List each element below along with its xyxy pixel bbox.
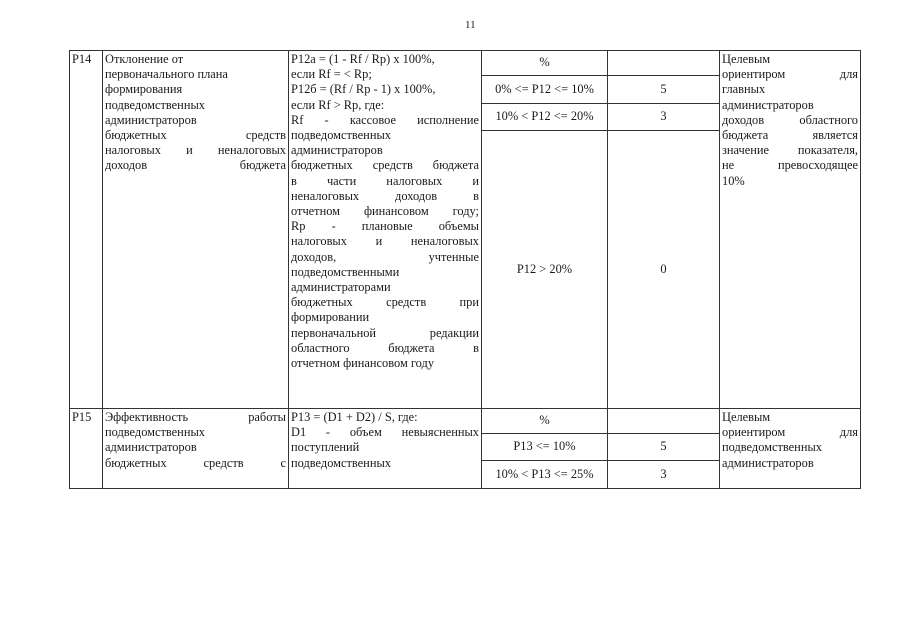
score-cell: 0	[608, 131, 720, 409]
condition-cell: P13 <= 10%	[482, 434, 608, 461]
unit-cell: %	[482, 409, 608, 434]
text-line: администраторов	[722, 455, 814, 470]
indicator-code: P15	[70, 409, 103, 489]
text-line: неналоговых доходов в	[291, 188, 479, 203]
table-row	[70, 409, 861, 434]
page-number: 11	[465, 19, 476, 31]
indicator-formula	[289, 409, 482, 489]
indicators-table	[69, 50, 861, 489]
condition-cell: 10% < P12 <= 20%	[482, 104, 608, 131]
text-line: первоначальной редакции	[291, 325, 479, 340]
text-line: если Rf > Rp, где:	[291, 97, 385, 112]
text-line: P12б = (Rf / Rp - 1) х 100%,	[291, 82, 436, 97]
text-line: Целевым	[722, 52, 771, 66]
text-line: бюджетных средств с	[105, 455, 286, 470]
text-line: если Rf = < Rp;	[291, 67, 372, 82]
score-cell: 5	[608, 76, 720, 104]
text-line: отчетном финансовом году;	[291, 204, 479, 219]
text-line: ориентиром для	[722, 67, 858, 82]
indicator-name	[103, 409, 289, 489]
score-cell: 5	[608, 434, 720, 461]
text-line: ориентиром для	[722, 425, 858, 440]
score-cell: 3	[608, 461, 720, 489]
text-line: Rp - плановые объемы	[291, 219, 479, 234]
text-line: администраторов	[105, 440, 197, 455]
text-line: бюджетных средств при	[291, 295, 479, 310]
text-line: областного бюджета в	[291, 340, 479, 355]
text-line: подведомственных	[291, 128, 391, 143]
target-note	[720, 51, 861, 409]
text-line: подведомственными	[291, 264, 400, 279]
text-line: отчетном финансовом году	[291, 356, 435, 371]
score-cell: 3	[608, 104, 720, 131]
text-line: Отклонение от	[105, 52, 184, 66]
text-line: первоначального плана	[105, 67, 228, 82]
text-line: бюджетных средств бюджета	[291, 158, 479, 173]
text-line: налоговых и неналоговых	[105, 143, 286, 158]
text-line: поступлений	[291, 440, 360, 455]
unit-cell: %	[482, 51, 608, 76]
text-line: доходов областного	[722, 112, 858, 127]
text-line: P12а = (1 - Rf / Rp) х 100%,	[291, 52, 435, 66]
text-line: главных	[722, 82, 766, 97]
text-line: Эффективность работы	[105, 410, 286, 424]
condition-cell: P12 > 20%	[482, 131, 608, 409]
text-line: бюджетных средств	[105, 128, 286, 143]
text-line: налоговых и неналоговых	[291, 234, 479, 249]
text-line: значение показателя,	[722, 143, 858, 158]
text-line: Rf - кассовое исполнение	[291, 112, 479, 127]
text-line: в части налоговых и	[291, 173, 479, 188]
text-line: не превосходящее	[722, 158, 858, 173]
empty-cell	[608, 51, 720, 76]
text-line: 10%	[722, 173, 745, 188]
condition-cell: 0% <= P12 <= 10%	[482, 76, 608, 104]
text-line: подведомственных	[105, 425, 205, 440]
text-line: P13 = (D1 + D2) / S, где:	[291, 410, 418, 424]
text-line: доходов бюджета	[105, 158, 286, 173]
text-line: Целевым	[722, 410, 771, 424]
table-row	[70, 51, 861, 76]
text-line: администраторов	[722, 97, 814, 112]
text-line: подведомственных	[105, 97, 205, 112]
indicator-code: P14	[70, 51, 103, 409]
target-note	[720, 409, 861, 489]
text-line: формировании	[291, 310, 370, 325]
text-line: D1 - объем невыясненных	[291, 425, 479, 440]
text-line: подведомственных	[291, 455, 391, 470]
text-line: администраторов	[105, 112, 197, 127]
empty-cell	[608, 409, 720, 434]
text-line: подведомственных	[722, 440, 822, 455]
text-line: администраторами	[291, 280, 391, 295]
indicator-name	[103, 51, 289, 409]
indicator-formula	[289, 51, 482, 409]
text-line: бюджета является	[722, 128, 858, 143]
text-line: доходов, учтенные	[291, 249, 479, 264]
text-line: формирования	[105, 82, 183, 97]
condition-cell: 10% < P13 <= 25%	[482, 461, 608, 489]
text-line: администраторов	[291, 143, 383, 158]
